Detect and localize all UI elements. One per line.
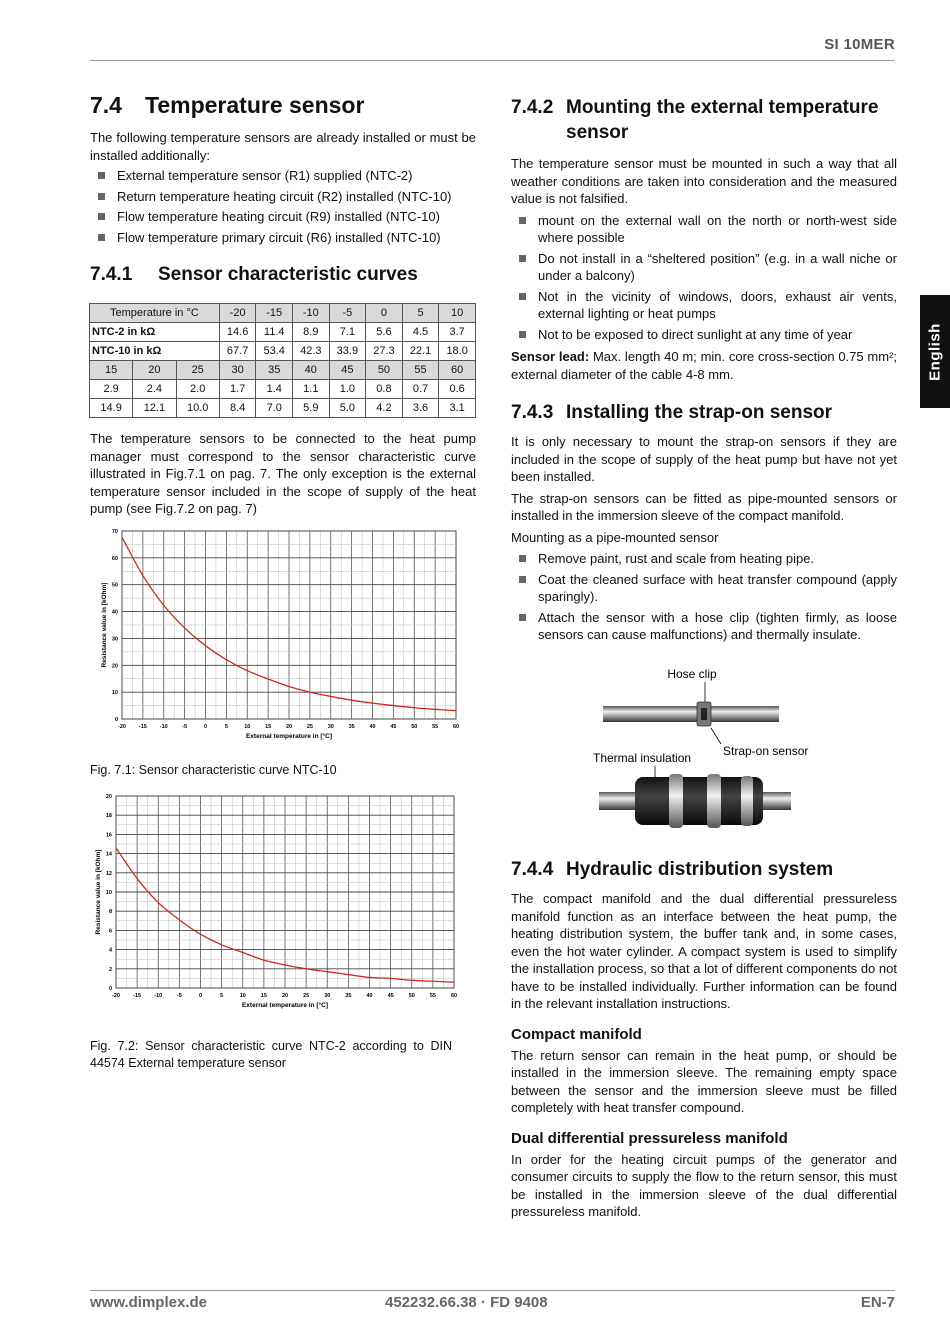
list-item: Flow temperature heating circuit (R9) installed (NTC-10) bbox=[90, 208, 476, 226]
section-number: 7.4.3 bbox=[511, 402, 554, 423]
x-tick-label: -15 bbox=[133, 993, 142, 999]
table-cell: 11.4 bbox=[256, 323, 293, 342]
figure-7-1-caption: Fig. 7.1: Sensor characteristic curve NTC-10 bbox=[90, 763, 337, 777]
x-tick-label: 25 bbox=[303, 993, 310, 999]
table-cell: 15 bbox=[90, 361, 133, 380]
table-cell: 1.1 bbox=[293, 380, 330, 399]
y-tick-label: 0 bbox=[108, 986, 112, 992]
paragraph: It is only necessary to mount the strap-on sensors if they are included in the scope of supply of the heat pump but have not yet been installed. bbox=[511, 434, 897, 484]
table-cell: 4.2 bbox=[366, 399, 403, 418]
x-tick-label: 60 bbox=[452, 724, 460, 730]
table-cell: -10 bbox=[293, 304, 330, 323]
x-tick-label: -20 bbox=[118, 724, 126, 730]
table-cell: 5 bbox=[402, 304, 439, 323]
y-tick-label: 20 bbox=[111, 663, 118, 670]
footer-rule bbox=[90, 1290, 895, 1291]
x-tick-label: 50 bbox=[411, 724, 418, 730]
hose-clip-label: Hose clip bbox=[667, 667, 717, 681]
y-tick-label: 10 bbox=[111, 690, 118, 697]
section-number: 7.4.4 bbox=[511, 859, 554, 880]
paragraph: Mounting as a pipe-mounted sensor bbox=[511, 529, 719, 545]
x-tick-label: 35 bbox=[345, 993, 352, 999]
x-tick-label: 30 bbox=[324, 993, 331, 999]
table-cell: 1.7 bbox=[219, 380, 256, 399]
pipe-icon bbox=[603, 706, 779, 722]
strap-band-icon bbox=[707, 774, 721, 828]
section-7-4-1-body: The temperature sensors to be connected to the heat pump manager must correspond to the sensor characteristic curve illustrated in Fig.7.1 on pag. 7. The only exception is the external temperature sensor included in the scope of supply of the heat pump (see Fig.7.2 on pag. 7) bbox=[90, 431, 476, 516]
section-title: Installing the strap-on sensor bbox=[566, 402, 833, 423]
section-title: Mounting the external temperature bbox=[566, 97, 879, 118]
x-tick-label: 50 bbox=[408, 993, 415, 999]
dual-manifold-heading: Dual differential pressureless manifold bbox=[511, 1129, 788, 1147]
y-tick-label: 8 bbox=[108, 909, 112, 916]
x-tick-label: -5 bbox=[182, 724, 188, 730]
x-tick-label: 55 bbox=[432, 724, 439, 730]
x-tick-label: 40 bbox=[369, 724, 376, 730]
x-tick-label: -10 bbox=[154, 993, 163, 999]
x-tick-label: 40 bbox=[366, 993, 373, 999]
table-cell: 67.7 bbox=[219, 342, 256, 361]
y-axis-label: Resistance value in [kOhm] bbox=[101, 582, 108, 668]
table-cell: 0.6 bbox=[439, 380, 476, 399]
list-item: mount on the external wall on the north or north-west side where possible bbox=[511, 212, 897, 247]
table-cell: 7.1 bbox=[329, 323, 366, 342]
mounting-rules-list bbox=[511, 212, 897, 344]
table-cell: -15 bbox=[256, 304, 293, 323]
section-7-4-4-heading bbox=[511, 857, 897, 882]
table-cell: 2.0 bbox=[176, 380, 219, 399]
table-cell: 5.9 bbox=[293, 399, 330, 418]
table-cell: -20 bbox=[219, 304, 256, 323]
y-tick-label: 18 bbox=[105, 813, 112, 820]
section-7-4 bbox=[90, 92, 476, 249]
table-cell: 1.0 bbox=[329, 380, 366, 399]
table-cell: 45 bbox=[329, 361, 366, 380]
x-tick-label: 60 bbox=[450, 993, 458, 999]
x-tick-label: 45 bbox=[387, 993, 394, 999]
table-cell: 3.7 bbox=[439, 323, 476, 342]
section-7-4-heading bbox=[90, 92, 476, 119]
table-cell: 20 bbox=[133, 361, 176, 380]
table-cell: 27.3 bbox=[366, 342, 403, 361]
y-tick-label: 2 bbox=[108, 966, 112, 973]
x-tick-label: 45 bbox=[390, 724, 397, 730]
table-row-label: NTC-2 in kΩ bbox=[90, 323, 220, 342]
y-tick-label: 20 bbox=[105, 794, 112, 800]
x-tick-label: 30 bbox=[327, 724, 334, 730]
table-cell: 5.6 bbox=[366, 323, 403, 342]
x-tick-label: 35 bbox=[348, 724, 355, 730]
x-tick-label: 5 bbox=[220, 993, 224, 999]
section-7-4-2-heading bbox=[511, 95, 897, 145]
table-cell: 8.9 bbox=[293, 323, 330, 342]
list-item: Remove paint, rust and scale from heating pipe. bbox=[511, 550, 897, 568]
x-tick-label: -5 bbox=[176, 993, 182, 999]
table-cell: 8.4 bbox=[219, 399, 256, 418]
footer-doc-number: 452232.66.38 · FD 9408 bbox=[385, 1294, 548, 1311]
table-cell: 2.9 bbox=[90, 380, 133, 399]
y-axis-label: Resistance value in [kOhm] bbox=[95, 849, 102, 935]
table-cell: 18.0 bbox=[439, 342, 476, 361]
x-tick-label: 15 bbox=[265, 724, 272, 730]
section-7-4-1-heading bbox=[90, 262, 476, 287]
section-7-4-3-heading bbox=[511, 400, 897, 425]
y-tick-label: 50 bbox=[111, 582, 118, 589]
footer-website: www.dimplex.de bbox=[90, 1294, 207, 1311]
section-title: Hydraulic distribution system bbox=[566, 859, 834, 880]
table-cell: 14.6 bbox=[219, 323, 256, 342]
list-item: Flow temperature primary circuit (R6) installed (NTC-10) bbox=[90, 229, 476, 247]
list-item: External temperature sensor (R1) supplied (NTC-2) bbox=[90, 167, 476, 185]
x-axis-label: External temperature in [°C] bbox=[245, 733, 333, 740]
y-tick-label: 14 bbox=[105, 851, 112, 858]
document-code: SI 10MER bbox=[824, 36, 895, 53]
section-7-4-intro: The following temperature sensors are already installed or must be installed additionally: bbox=[90, 130, 476, 163]
y-tick-label: 6 bbox=[108, 928, 112, 935]
table-cell: 10 bbox=[439, 304, 476, 323]
language-tab bbox=[920, 295, 950, 408]
section-title: Sensor characteristic curves bbox=[158, 264, 418, 285]
y-tick-label: 40 bbox=[111, 609, 118, 616]
y-tick-label: 30 bbox=[111, 636, 118, 643]
table-cell: 53.4 bbox=[256, 342, 293, 361]
y-tick-label: 10 bbox=[105, 890, 112, 896]
section-title-line2: sensor bbox=[566, 122, 629, 143]
section-7-4-3 bbox=[511, 400, 897, 647]
header-rule bbox=[90, 60, 895, 61]
y-tick-label: 12 bbox=[105, 870, 112, 877]
sensor-lead-note bbox=[511, 348, 897, 383]
x-tick-label: 0 bbox=[203, 724, 208, 730]
table-cell: 40 bbox=[293, 361, 330, 380]
section-7-4-2 bbox=[511, 95, 897, 383]
table-cell: 5.0 bbox=[329, 399, 366, 418]
x-tick-label: 10 bbox=[239, 993, 246, 999]
section-7-4-4 bbox=[511, 857, 897, 1221]
x-tick-label: -20 bbox=[112, 993, 120, 999]
sensor-lead-label: Sensor lead: bbox=[511, 349, 590, 364]
paragraph: The compact manifold and the dual differential pressureless manifold function as an interface between the heat pump, the heating distribution system, the buffer tank and, in some cases, even the hot water cylinder. A compact system is used to simplify the installation process, so that a lot of different components do not have to be installed individually. Further information can be found in the relevant installation instructions. bbox=[511, 891, 897, 1011]
list-item: Not in the vicinity of windows, doors, exhaust air vents, external lighting or heat pumps bbox=[511, 288, 897, 323]
table-cell: 50 bbox=[366, 361, 403, 380]
table-cell: 35 bbox=[256, 361, 293, 380]
compact-manifold-heading: Compact manifold bbox=[511, 1025, 642, 1043]
table-cell: 2.4 bbox=[133, 380, 176, 399]
section-number: 7.4.1 bbox=[90, 264, 133, 285]
footer-page-number: EN-7 bbox=[860, 1294, 895, 1311]
section-7-4-1 bbox=[90, 262, 476, 287]
paragraph: In order for the heating circuit pumps of the generator and consumer circuits to supply the flow to the return sensor, this must be installed in the immersion sleeve of the dual differential pressureless manifold. bbox=[511, 1151, 897, 1219]
y-tick-label: 0 bbox=[114, 717, 118, 723]
figure-7-2-caption: Fig. 7.2: Sensor characteristic curve NTC-2 according to DIN 44574 External temperature sensor bbox=[90, 1039, 452, 1070]
x-tick-label: 25 bbox=[306, 724, 313, 730]
sensor-values-table bbox=[89, 303, 476, 418]
strap-steps-list bbox=[511, 550, 897, 644]
list-item: Not to be exposed to direct sunlight at any time of year bbox=[511, 326, 897, 344]
table-cell: 60 bbox=[439, 361, 476, 380]
section-number: 7.4.2 bbox=[511, 97, 554, 118]
table-cell: 3.6 bbox=[402, 399, 439, 418]
list-item: Return temperature heating circuit (R2) installed (NTC-10) bbox=[90, 188, 476, 206]
x-tick-label: -10 bbox=[159, 724, 168, 730]
section-number: 7.4 bbox=[90, 92, 122, 118]
paragraph: The return sensor can remain in the heat pump, or should be installed in the immersion sleeve. The remaining empty space between the sensor and the immersion sleeve must be filled completely with heat transfer compound. bbox=[511, 1047, 897, 1115]
strap-band-icon bbox=[669, 774, 683, 828]
table-cell: 30 bbox=[219, 361, 256, 380]
table-cell: 4.5 bbox=[402, 323, 439, 342]
table-cell: 25 bbox=[176, 361, 219, 380]
x-tick-label: 55 bbox=[429, 993, 436, 999]
x-tick-label: 0 bbox=[198, 993, 203, 999]
x-tick-label: 5 bbox=[224, 724, 228, 730]
x-tick-label: 20 bbox=[285, 724, 293, 730]
sensor-list bbox=[90, 167, 476, 246]
strap-on-sensor-label: Strap-on sensor bbox=[723, 744, 809, 758]
x-tick-label: 15 bbox=[260, 993, 267, 999]
table-cell: 33.9 bbox=[329, 342, 366, 361]
strap-on-sensor-figure bbox=[585, 662, 825, 842]
strap-band-icon bbox=[741, 776, 753, 826]
table-row-label: NTC-10 in kΩ bbox=[90, 342, 220, 361]
table-cell: 22.1 bbox=[402, 342, 439, 361]
table-cell: 10.0 bbox=[176, 399, 219, 418]
strap-sensor-leader bbox=[711, 728, 721, 744]
x-tick-label: 20 bbox=[281, 993, 289, 999]
table-cell: 7.0 bbox=[256, 399, 293, 418]
table-cell: 0.7 bbox=[402, 380, 439, 399]
table-header-cell: Temperature in °C bbox=[90, 304, 220, 323]
table-cell: 55 bbox=[402, 361, 439, 380]
table-cell: 42.3 bbox=[293, 342, 330, 361]
y-tick-label: 4 bbox=[108, 947, 112, 954]
language-tab-label: English bbox=[926, 322, 944, 381]
x-axis-label: External temperature in [°C] bbox=[241, 1002, 329, 1009]
y-tick-label: 70 bbox=[111, 529, 118, 535]
sensor-body-icon bbox=[701, 708, 707, 720]
list-item: Do not install in a “sheltered position” (e.g. in a wall niche or under a balcony) bbox=[511, 250, 897, 285]
list-item: Coat the cleaned surface with heat transfer compound (apply sparingly). bbox=[511, 571, 897, 606]
table-cell: -5 bbox=[329, 304, 366, 323]
ntc2-chart bbox=[90, 790, 466, 1012]
y-tick-label: 60 bbox=[111, 555, 118, 562]
x-tick-label: 10 bbox=[244, 724, 251, 730]
ntc10-chart bbox=[96, 526, 466, 746]
table-cell: 1.4 bbox=[256, 380, 293, 399]
table-cell: 12.1 bbox=[133, 399, 176, 418]
paragraph: The strap-on sensors can be fitted as pipe-mounted sensors or installed in the immersion sleeve of the compact manifold. bbox=[511, 490, 897, 523]
sensor-lead-text: Max. length 40 m; min. core cross-section 0.75 mm²; external diameter of the cable 4-8 mm. bbox=[511, 349, 898, 382]
thermal-insulation-label: Thermal insulation bbox=[593, 751, 692, 765]
section-7-4-2-intro: The temperature sensor must be mounted in such a way that all weather conditions are taken into consideration and the measured value is not falsified. bbox=[511, 156, 897, 206]
x-tick-label: -15 bbox=[138, 724, 147, 730]
table-cell: 0 bbox=[366, 304, 403, 323]
section-title: Temperature sensor bbox=[145, 92, 365, 118]
table-cell: 0.8 bbox=[366, 380, 403, 399]
y-tick-label: 16 bbox=[105, 832, 112, 839]
table-cell: 14.9 bbox=[90, 399, 133, 418]
table-cell: 3.1 bbox=[439, 399, 476, 418]
list-item: Attach the sensor with a hose clip (tighten firmly, as loose sensors can cause malfunctions) and thermally insulate. bbox=[511, 609, 897, 644]
